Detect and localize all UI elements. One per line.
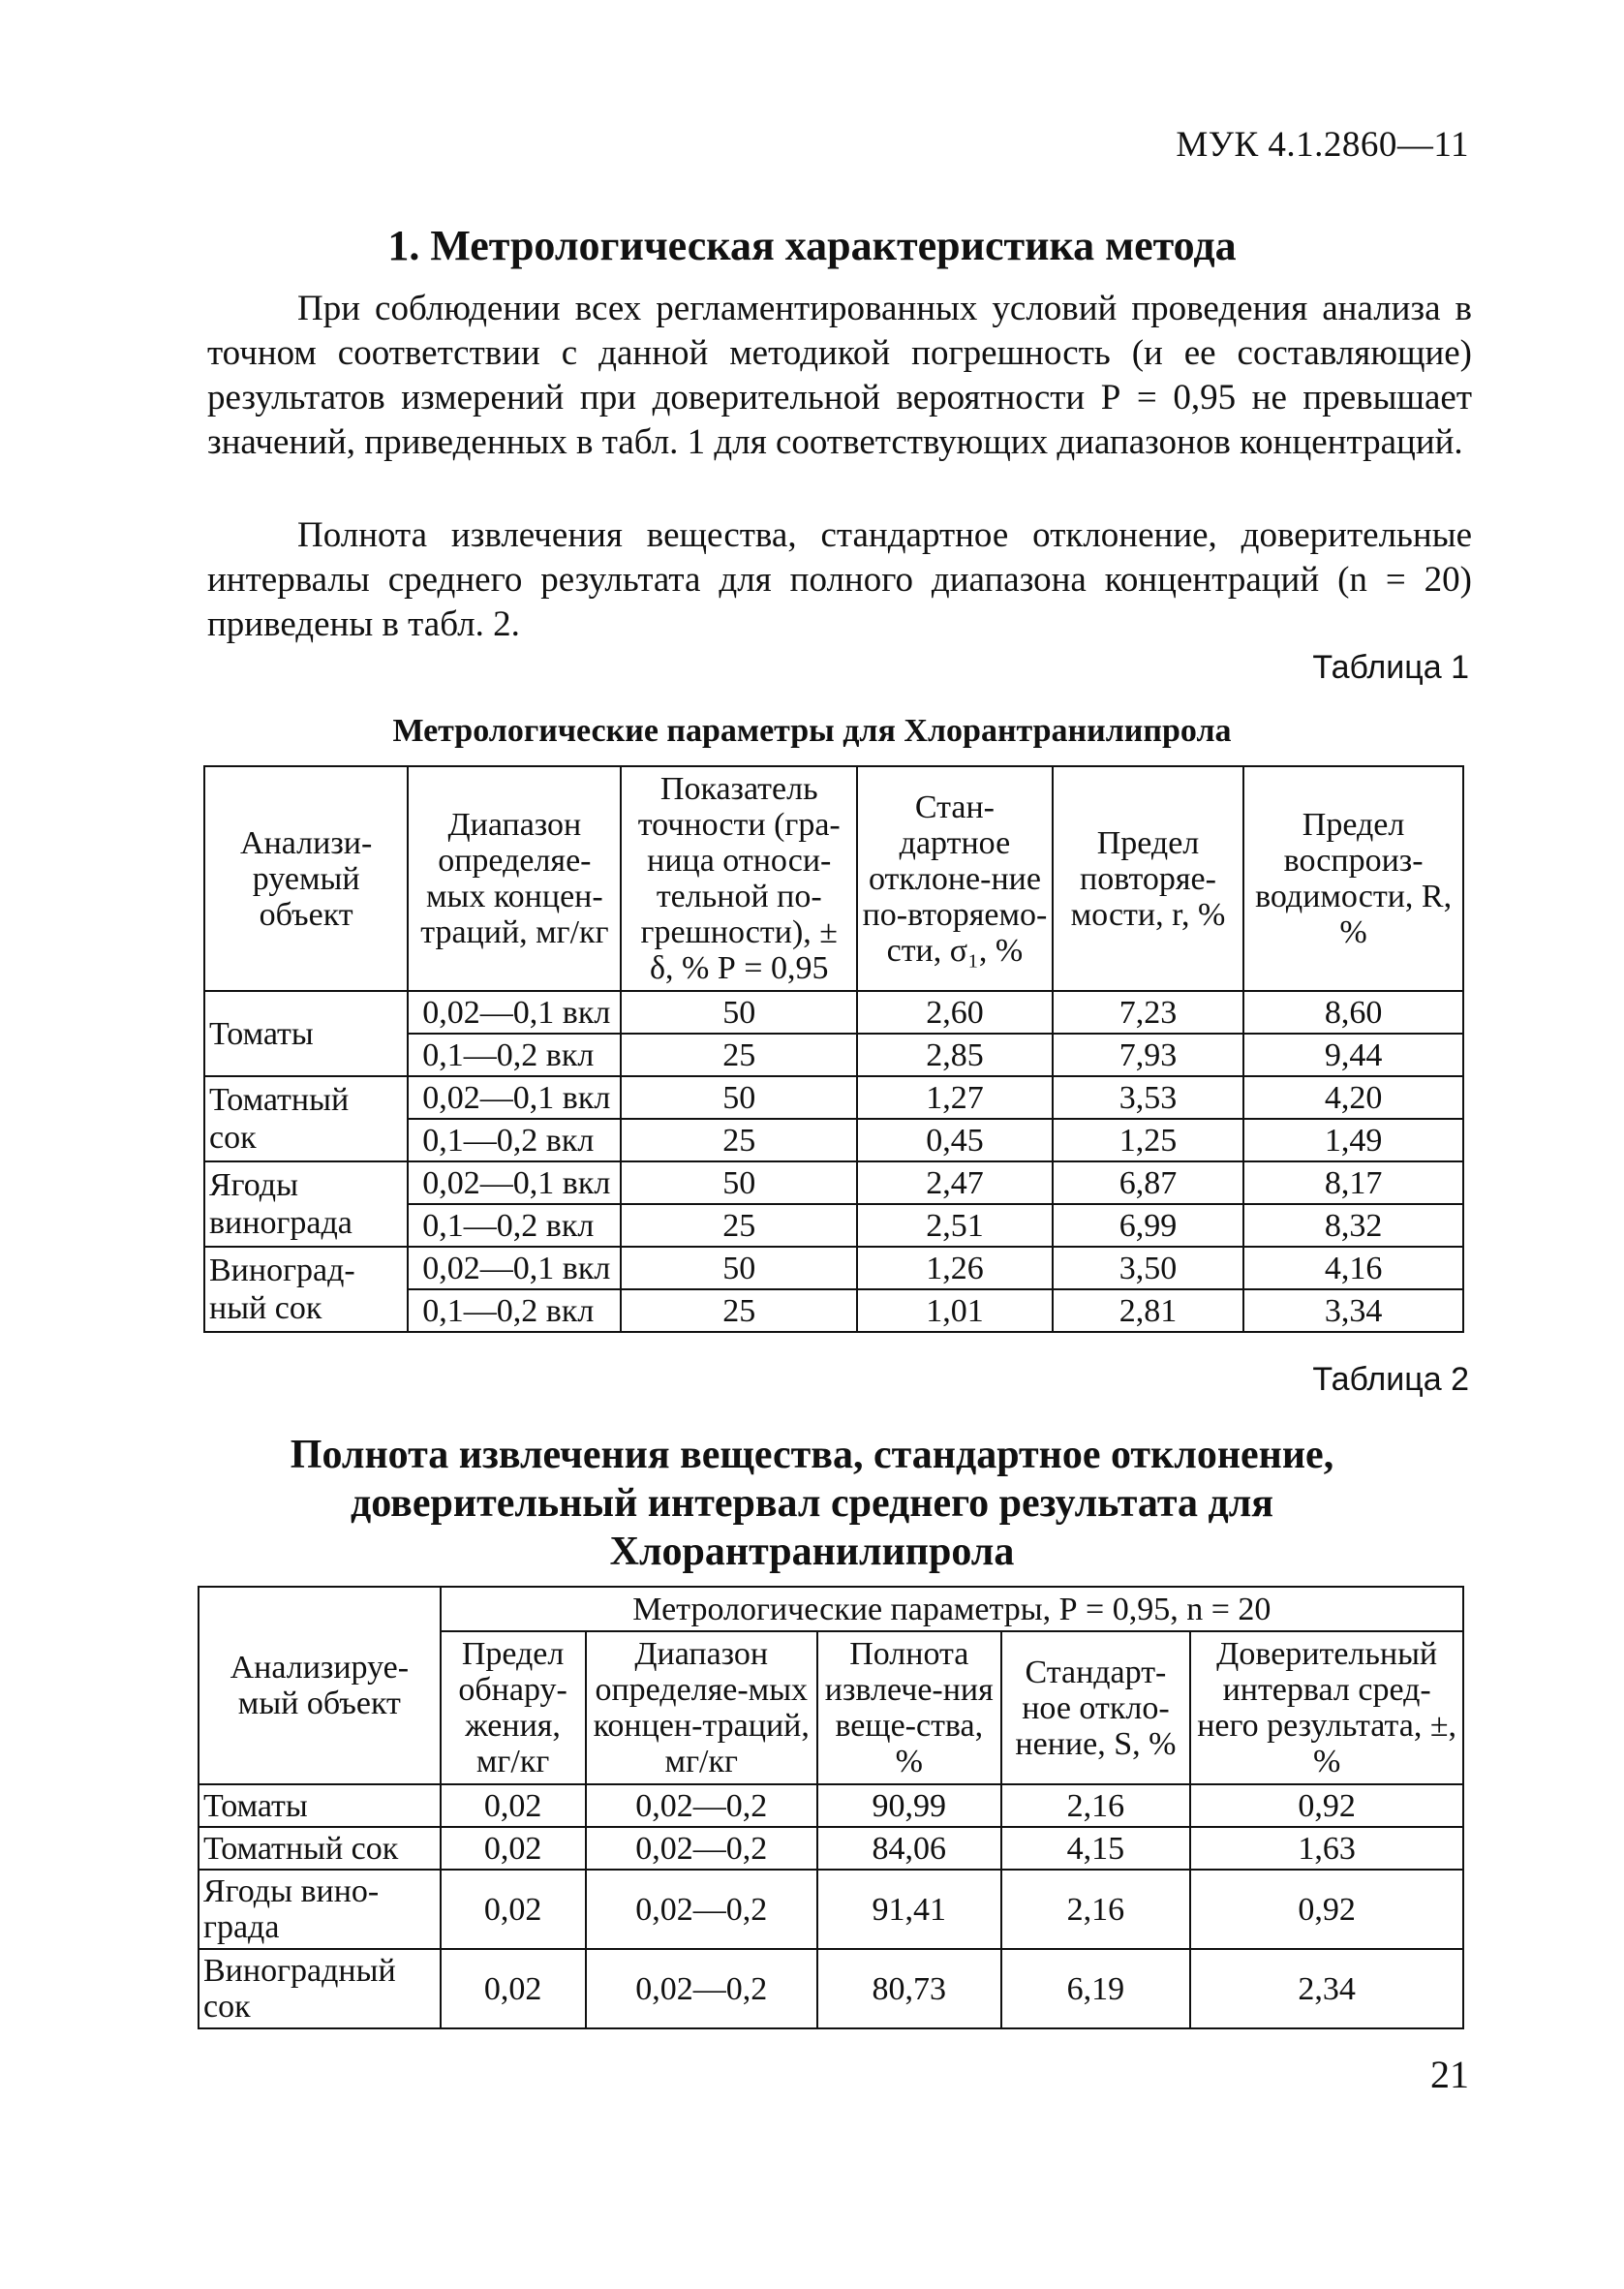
metrological-parameters-table [203,765,1464,1333]
table2-std-cell: 4,15 [1001,1827,1191,1870]
table2-range-cell: 0,02—0,2 [586,1827,817,1870]
table1-header-std-deviation: Стан-дартное отклоне-ние по-вторяемо-сти, σ₁, % [857,766,1053,991]
table1-reproducibility-cell: 8,60 [1243,991,1463,1034]
table1-range-cell: 0,02—0,1 вкл [408,991,621,1034]
table-row [204,991,1463,1034]
table2-header-detection-limit: Предел обнару-жения, мг/кг [441,1631,586,1784]
table2-group-header-row [199,1587,1463,1631]
table2-range-cell: 0,02—0,2 [586,1784,817,1827]
table2-recovery-cell: 84,06 [817,1827,1001,1870]
table1-repeatability-cell: 6,99 [1053,1204,1243,1247]
table1-range-cell: 0,1—0,2 вкл [408,1034,621,1076]
table1-repeatability-cell: 1,25 [1053,1119,1243,1161]
table1-repeatability-cell: 7,93 [1053,1034,1243,1076]
table2-std-cell: 2,16 [1001,1870,1191,1949]
table2-label: Таблица 2 [1312,1361,1469,1398]
table2-object-cell: Томаты [199,1784,441,1827]
table1-header-object: Анализи-руемый объект [204,766,408,991]
table2-object-cell: Ягоды вино-града [199,1870,441,1949]
table1-header-accuracy: Показатель точности (гра-ница относи-тельной по-грешности), ± δ, % Р = 0,95 [621,766,857,991]
table2-range-cell: 0,02—0,2 [586,1949,817,2028]
table1-label: Таблица 1 [1312,649,1469,686]
document-code-header: МУК 4.1.2860—11 [1176,125,1469,165]
table2-header-parameters-group: Метрологические параметры, Р = 0,95, n = 20 [441,1587,1463,1631]
table1-std-cell: 1,26 [857,1247,1053,1289]
table1-accuracy-cell: 50 [621,1161,857,1204]
table1-repeatability-cell: 7,23 [1053,991,1243,1034]
table1-reproducibility-cell: 4,16 [1243,1247,1463,1289]
table2-confidence-cell: 0,92 [1190,1870,1463,1949]
table1-accuracy-cell: 50 [621,991,857,1034]
table-row [199,1827,1463,1870]
table1-reproducibility-cell: 8,17 [1243,1161,1463,1204]
table-row [204,1076,1463,1119]
table1-range-cell: 0,1—0,2 вкл [408,1119,621,1161]
table1-reproducibility-cell: 3,34 [1243,1289,1463,1332]
table1-range-cell: 0,02—0,1 вкл [408,1076,621,1119]
table1-accuracy-cell: 50 [621,1247,857,1289]
table1-range-cell: 0,02—0,1 вкл [408,1247,621,1289]
table2-confidence-cell: 1,63 [1190,1827,1463,1870]
table1-std-cell: 1,27 [857,1076,1053,1119]
table2-detection-limit-cell: 0,02 [441,1784,586,1827]
table1-object-cell: Томаты [204,991,408,1076]
table1-accuracy-cell: 50 [621,1076,857,1119]
table2-detection-limit-cell: 0,02 [441,1949,586,2028]
table2-recovery-cell: 91,41 [817,1870,1001,1949]
table1-object-cell: Виноград-ный сок [204,1247,408,1332]
table2-caption: Полнота извлечения вещества, стандартное отклонение, доверительный интервал среднего результата для Хлорантранилипрола [290,1433,1334,1574]
table1-repeatability-cell: 2,81 [1053,1289,1243,1332]
section-title: 1. Метрологическая характеристика метода [387,222,1237,269]
table1-caption: Метрологические параметры для Хлорантранилипрола [392,713,1232,749]
table-row [199,1949,1463,2028]
table1-std-cell: 1,01 [857,1289,1053,1332]
table1-reproducibility-cell: 4,20 [1243,1076,1463,1119]
table1-header-reproducibility-limit: Предел воспроиз-водимости, R, % [1243,766,1463,991]
table2-std-cell: 2,16 [1001,1784,1191,1827]
table1-std-cell: 2,47 [857,1161,1053,1204]
table-row [199,1870,1463,1949]
table1-accuracy-cell: 25 [621,1204,857,1247]
recovery-statistics-table [198,1586,1464,2029]
table1-object-cell: Ягоды винограда [204,1161,408,1247]
table2-confidence-cell: 2,34 [1190,1949,1463,2028]
table1-std-cell: 2,85 [857,1034,1053,1076]
table1-std-cell: 2,51 [857,1204,1053,1247]
table1-repeatability-cell: 6,87 [1053,1161,1243,1204]
table-row [199,1784,1463,1827]
table2-object-cell: Виноградный сок [199,1949,441,2028]
paragraph-recovery: Полнота извлечения вещества, стандартное отклонение, доверительные интервалы среднего результата для полного диапазона концентраций (n = 20) приведены в табл. 2. [207,515,1472,644]
table-row [204,1161,1463,1204]
table2-confidence-cell: 0,92 [1190,1784,1463,1827]
table2-header-range: Диапазон определяе-мых концен-траций, мг/кг [586,1631,817,1784]
table1-std-cell: 0,45 [857,1119,1053,1161]
paragraph-accuracy: При соблюдении всех регламентированных условий проведения анализа в точном соответствии с данной методикой погрешность (и ее составляющие) результатов измерений при доверительной вероятности Р = 0,95 не превышает значений, приведенных в табл. 1 для соответствующих диапазонов концентраций. [207,289,1472,462]
table2-recovery-cell: 90,99 [817,1784,1001,1827]
table1-object-cell: Томатный сок [204,1076,408,1161]
table1-header-repeatability-limit: Предел повторяе-мости, r, % [1053,766,1243,991]
table2-std-cell: 6,19 [1001,1949,1191,2028]
table1-std-cell: 2,60 [857,991,1053,1034]
table1-range-cell: 0,1—0,2 вкл [408,1204,621,1247]
table-row [204,1247,1463,1289]
table2-header-std-deviation: Стандарт-ное откло-нение, S, % [1001,1631,1191,1784]
table2-detection-limit-cell: 0,02 [441,1870,586,1949]
table2-recovery-cell: 80,73 [817,1949,1001,2028]
table2-header-confidence-interval: Доверительный интервал сред-него результата, ±, % [1190,1631,1463,1784]
table1-reproducibility-cell: 9,44 [1243,1034,1463,1076]
table1-range-cell: 0,02—0,1 вкл [408,1161,621,1204]
table1-reproducibility-cell: 8,32 [1243,1204,1463,1247]
table1-header-row [204,766,1463,991]
table1-accuracy-cell: 25 [621,1119,857,1161]
table2-header-recovery: Полнота извлече-ния веще-ства, % [817,1631,1001,1784]
table2-object-cell: Томатный сок [199,1827,441,1870]
table1-range-cell: 0,1—0,2 вкл [408,1289,621,1332]
table1-header-range: Диапазон определяе-мых концен-траций, мг/кг [408,766,621,991]
page-number: 21 [1430,2053,1469,2096]
table1-reproducibility-cell: 1,49 [1243,1119,1463,1161]
table2-range-cell: 0,02—0,2 [586,1870,817,1949]
table1-accuracy-cell: 25 [621,1289,857,1332]
table1-repeatability-cell: 3,53 [1053,1076,1243,1119]
table1-repeatability-cell: 3,50 [1053,1247,1243,1289]
table2-detection-limit-cell: 0,02 [441,1827,586,1870]
table2-header-object: Анализируе-мый объект [199,1587,441,1784]
table1-accuracy-cell: 25 [621,1034,857,1076]
